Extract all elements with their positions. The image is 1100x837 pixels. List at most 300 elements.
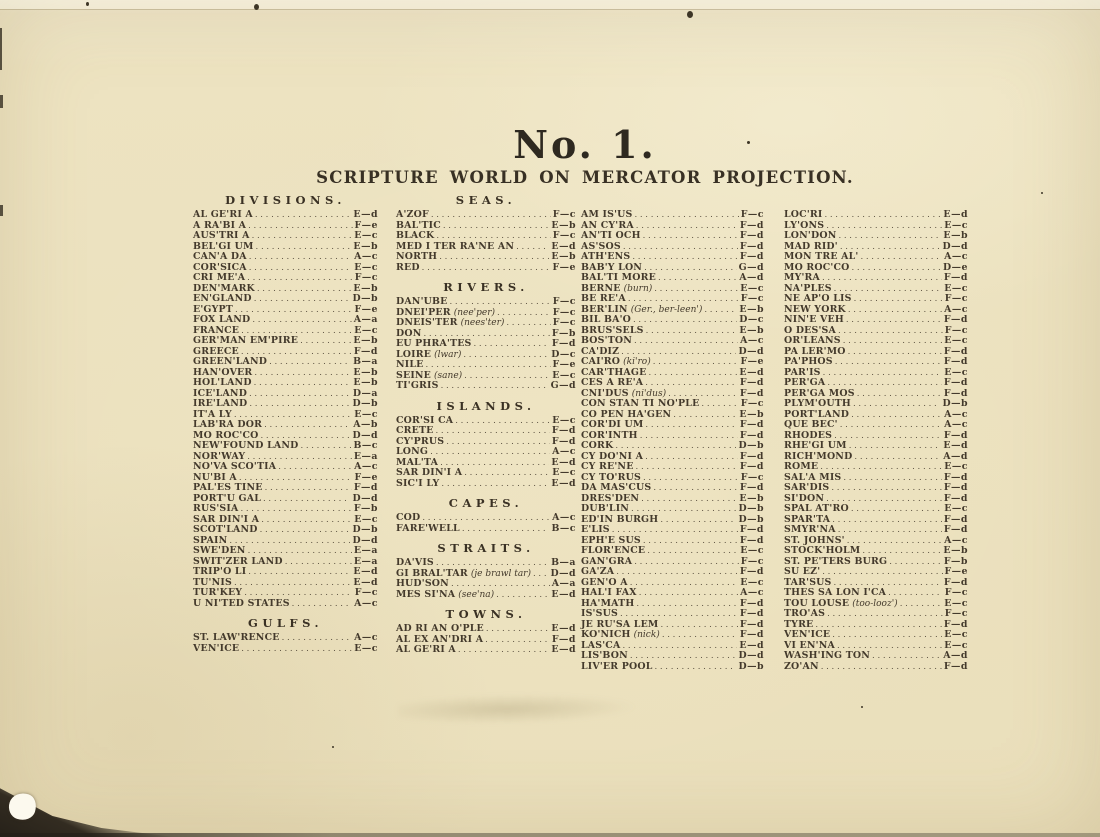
map-reference: F—c	[552, 306, 576, 318]
dotted-leader	[463, 350, 549, 361]
index-entry	[784, 399, 968, 410]
map-reference: A—c	[354, 251, 378, 262]
map-reference: F—d	[353, 482, 378, 493]
dotted-leader	[264, 420, 351, 431]
dotted-leader	[612, 525, 738, 536]
place-name: ATH'ENS	[581, 251, 631, 262]
map-reference: E—b	[551, 251, 576, 262]
place-name: ST. LAW'RENCE	[193, 632, 280, 643]
index-entry	[581, 588, 764, 599]
place-name: FARE'WELL	[396, 522, 460, 534]
place-name: BER'LIN	[581, 303, 628, 315]
place-name: SPAR'TA	[784, 513, 831, 525]
dotted-leader	[630, 651, 737, 662]
map-reference: A—c	[944, 419, 968, 430]
map-reference: F—d	[943, 482, 968, 493]
map-reference: A—d	[943, 450, 968, 462]
index-column-1	[193, 194, 378, 654]
dotted-leader	[621, 347, 736, 358]
place-name: IRE'LAND	[193, 398, 248, 409]
map-reference: A—c	[944, 534, 968, 546]
index-entry	[784, 462, 968, 473]
map-reference: F—d	[739, 608, 764, 619]
index-entry	[581, 567, 764, 578]
dotted-leader	[852, 263, 941, 274]
dotted-leader	[248, 546, 352, 557]
dotted-leader	[640, 431, 738, 442]
map-reference: E—c	[354, 513, 378, 525]
paper-speck	[254, 4, 259, 10]
dotted-leader	[658, 273, 737, 284]
map-reference: F—d	[943, 513, 968, 525]
dotted-leader	[485, 635, 550, 646]
map-reference: B—a	[353, 356, 378, 367]
place-name: CO PEN HA'GEN	[581, 408, 672, 420]
place-name: BERNE	[581, 282, 621, 294]
place-name: ZO'AN	[784, 660, 819, 672]
place-name: CON STAN TI NO'PLE	[581, 398, 700, 409]
dotted-leader	[824, 210, 941, 221]
map-reference: F—d	[739, 230, 764, 241]
section-header: DIVISIONS.	[225, 193, 346, 207]
index-entry	[784, 609, 968, 620]
index-entry	[193, 441, 378, 452]
index-entry	[581, 651, 764, 662]
place-name: NILE	[396, 359, 424, 370]
map-reference: D—d	[352, 534, 378, 546]
index-entry	[396, 360, 576, 371]
index-entry	[193, 252, 378, 263]
place-name: CY TO'RUS	[581, 471, 641, 483]
map-reference: F—d	[739, 618, 764, 630]
place-name: LIS'BON	[581, 650, 628, 661]
dotted-leader	[872, 651, 941, 662]
map-reference: E—d	[551, 623, 576, 634]
dotted-leader	[436, 231, 550, 242]
pronunciation: (je brawl tar)	[470, 568, 532, 579]
map-reference: F—d	[943, 356, 968, 367]
place-name: NOR'WAY	[193, 450, 246, 462]
place-name: A'ZOF	[396, 209, 429, 220]
place-name: AD RI AN O'PLE	[396, 623, 484, 634]
section-header: GULFS.	[248, 616, 323, 630]
place-name: FRANCE	[193, 324, 240, 336]
place-name: PAR'IS	[784, 366, 821, 378]
dotted-leader	[516, 242, 549, 253]
pronunciation: (ki'ro)	[623, 357, 651, 367]
page-title: No. 1.	[513, 122, 657, 167]
map-reference: E—c	[944, 366, 968, 378]
index-entry	[193, 599, 378, 610]
index-entry	[784, 252, 968, 263]
index-entry	[193, 420, 378, 431]
place-name: SAL'A MIS	[784, 471, 842, 483]
index-entry	[396, 381, 576, 392]
map-reference: E—a	[353, 555, 378, 567]
place-name: BRUS'SELS	[581, 324, 644, 336]
index-entry	[581, 378, 764, 389]
index-entry	[581, 525, 764, 536]
dotted-leader	[486, 624, 550, 635]
dotted-leader	[300, 441, 351, 452]
index-entry	[193, 644, 378, 655]
place-name: MAL'TA	[396, 456, 439, 468]
index-entry	[396, 590, 576, 601]
dotted-leader	[292, 599, 352, 610]
map-reference: E—b	[551, 219, 576, 231]
dotted-leader	[823, 368, 943, 379]
paper-speck	[86, 2, 89, 6]
dotted-leader	[645, 378, 738, 389]
dotted-leader	[838, 231, 941, 242]
dotted-leader	[462, 524, 550, 535]
place-name: DA'VIS	[396, 557, 434, 568]
place-name: LAS'CA	[581, 639, 621, 651]
map-reference: A—c	[944, 251, 968, 262]
map-reference: F—c	[740, 471, 764, 483]
place-name: ST. PE'TERS BURG	[784, 555, 888, 567]
map-reference: F—c	[944, 587, 968, 598]
place-name: BEL'GI UM	[193, 240, 254, 252]
dotted-leader	[826, 494, 942, 505]
map-reference: F—c	[552, 317, 576, 328]
dotted-leader	[641, 494, 737, 505]
map-reference: D—d	[738, 650, 764, 661]
page-subtitle: SCRIPTURE WORLD ON MERCATOR PROJECTION.	[316, 168, 854, 187]
map-reference: B—c	[551, 522, 576, 534]
dotted-leader	[853, 399, 940, 410]
dotted-leader	[249, 252, 352, 263]
dotted-leader	[861, 252, 943, 263]
map-reference: A—c	[354, 597, 378, 609]
map-reference: D—d	[352, 429, 378, 441]
dotted-leader	[496, 590, 549, 601]
section-header: TOWNS.	[445, 607, 527, 621]
index-entry	[784, 420, 968, 431]
place-name: COR'SI CA	[396, 414, 454, 426]
dotted-leader	[822, 273, 942, 284]
place-name: PAL'ES TINE	[193, 482, 263, 493]
map-reference: A—c	[552, 512, 576, 523]
map-reference: E—c	[354, 324, 378, 336]
index-entry	[193, 483, 378, 494]
map-reference: E—a	[353, 450, 378, 462]
index-entry	[784, 525, 968, 536]
dotted-leader	[643, 473, 739, 484]
dotted-leader	[633, 315, 737, 326]
map-reference: D—c	[739, 314, 764, 325]
place-name: AL GE'RI A	[193, 209, 253, 220]
pronunciation: (Ger., ber-leen')	[630, 304, 703, 315]
map-reference: E—d	[551, 644, 576, 655]
index-column-4	[784, 194, 968, 672]
dotted-leader	[497, 308, 551, 319]
map-reference: E—b	[739, 303, 764, 315]
place-name: MO ROC'CO	[193, 429, 259, 441]
dotted-leader	[837, 641, 942, 652]
map-reference: D—b	[738, 503, 764, 514]
place-name: O DES'SA	[784, 324, 836, 336]
map-reference: E—d	[353, 576, 378, 588]
place-name: RUS'SIA	[193, 503, 239, 514]
dotted-leader	[832, 630, 942, 641]
map-reference: E—b	[943, 545, 968, 556]
place-name: LONG	[396, 446, 429, 457]
index-entry	[193, 588, 378, 599]
paper-left-edge-mark	[0, 205, 3, 216]
index-entry	[581, 315, 764, 326]
index-entry	[581, 546, 764, 557]
map-reference: F—d	[739, 240, 764, 252]
paper-top-edge	[0, 0, 1100, 9]
place-name: GEN'O A	[581, 576, 628, 588]
dotted-leader	[821, 662, 942, 673]
place-name: CAR'THAGE	[581, 366, 647, 378]
dotted-leader	[254, 294, 351, 305]
dotted-leader	[843, 473, 942, 484]
dotted-leader	[834, 431, 942, 442]
dotted-leader	[668, 389, 738, 400]
dotted-leader	[285, 557, 352, 568]
pronunciation: (sane)	[434, 370, 463, 381]
section-header: ISLANDS.	[436, 398, 536, 413]
dotted-leader	[254, 378, 352, 389]
map-reference: F—d	[739, 219, 764, 231]
place-name: CNI'DUS	[581, 387, 629, 399]
place-name: CY RE'NE	[581, 461, 634, 472]
place-name: GAN'GRA	[581, 555, 633, 567]
dotted-leader	[653, 483, 738, 494]
place-name: MED I TER RA'NE AN	[396, 240, 515, 252]
dotted-leader	[255, 210, 352, 221]
paper-speck	[861, 706, 863, 708]
dotted-leader	[441, 479, 549, 490]
dotted-leader	[248, 567, 351, 578]
index-entry	[193, 399, 378, 410]
index-entry	[396, 624, 576, 635]
map-reference: A—c	[944, 303, 968, 315]
map-reference: D—b	[738, 513, 764, 525]
map-reference: F—d	[739, 429, 764, 441]
index-entry	[784, 294, 968, 305]
map-reference: F—d	[943, 387, 968, 399]
place-name: MO ROC'CO	[784, 261, 850, 273]
place-name: AS'SOS	[581, 240, 621, 252]
dotted-leader	[628, 294, 739, 305]
place-name: SIC'I LY	[396, 477, 440, 489]
index-entry	[784, 630, 968, 641]
map-reference: E—c	[944, 597, 968, 609]
place-name: EU PHRA'TES	[396, 338, 472, 349]
map-reference: F—d	[739, 461, 764, 472]
index-entry	[581, 462, 764, 473]
map-reference: E—b	[353, 377, 378, 388]
index-entry	[581, 336, 764, 347]
place-name: IS'SUS	[581, 608, 618, 619]
dotted-leader	[474, 339, 550, 350]
index-entry	[396, 479, 576, 490]
place-name: PA LER'MO	[784, 345, 846, 357]
place-name: ST. JOHNS'	[784, 534, 845, 546]
map-reference: G—d	[550, 380, 576, 391]
index-entry	[784, 273, 968, 284]
map-reference: G—d	[738, 261, 764, 273]
place-name: FLOR'ENCE	[581, 545, 646, 556]
index-entry	[396, 558, 576, 569]
place-name: PA'PHOS	[784, 356, 833, 367]
index-entry	[784, 210, 968, 221]
place-name: GI BRAL'TAR	[396, 567, 468, 579]
pronunciation: (burn)	[623, 283, 653, 294]
map-reference: F—d	[943, 524, 968, 535]
place-name: COR'DI UM	[581, 419, 644, 430]
pronunciation: (nee'per)	[453, 307, 496, 318]
dotted-leader	[431, 210, 551, 221]
place-name: BLACK	[396, 230, 435, 241]
map-reference: E—d	[353, 209, 378, 220]
map-reference: E—d	[551, 456, 576, 468]
place-name: AN'TI OCH	[581, 230, 641, 241]
map-reference: E—a	[353, 545, 378, 556]
map-reference: F—e	[354, 303, 378, 315]
index-entry	[193, 525, 378, 536]
map-reference: D—b	[352, 293, 378, 304]
map-reference: F—d	[943, 345, 968, 357]
place-name: THES SA LON I'CA	[784, 587, 887, 598]
dotted-leader	[648, 368, 737, 379]
dotted-leader	[451, 579, 550, 590]
place-name: COR'SICA	[193, 261, 247, 273]
place-name: ROME	[784, 461, 819, 472]
map-reference: F—d	[551, 338, 576, 349]
paper-speck	[332, 746, 334, 748]
index-entry	[784, 441, 968, 452]
index-entry	[193, 357, 378, 368]
index-entry	[581, 210, 764, 221]
place-name: SAR DIN'I A	[396, 467, 463, 478]
place-name: SCOT'LAND	[193, 524, 258, 535]
map-reference: F—c	[740, 398, 764, 409]
dotted-leader	[635, 210, 739, 221]
place-name: NIN'E VEH	[784, 314, 844, 325]
place-name: PORT'U GAL	[193, 492, 262, 504]
map-reference: F—c	[944, 324, 968, 336]
map-reference: F—e	[552, 359, 576, 370]
map-reference: F—c	[944, 293, 968, 304]
dotted-leader	[458, 645, 550, 656]
index-entry	[396, 252, 576, 263]
place-name: VEN'ICE	[784, 629, 831, 640]
place-name: SEINE	[396, 369, 432, 381]
dotted-leader	[256, 242, 352, 253]
place-name: MON TRE AL'	[784, 251, 859, 262]
place-name: CRETE	[396, 425, 434, 436]
map-reference: A—b	[353, 419, 378, 430]
place-name: VEN'ICE	[193, 642, 240, 654]
map-reference: D—d	[942, 240, 968, 252]
map-reference: E—c	[944, 629, 968, 640]
dotted-leader	[660, 515, 736, 526]
place-name: LON'DON	[784, 230, 837, 241]
place-name: AN CY'RA	[581, 219, 634, 231]
index-entry	[193, 294, 378, 305]
pronunciation: (ni'dus)	[631, 388, 667, 399]
dotted-leader	[423, 329, 549, 340]
index-entry	[396, 579, 576, 590]
map-reference: E—d	[943, 440, 968, 451]
map-reference: F—d	[551, 435, 576, 447]
place-name: LY'ONS	[784, 219, 825, 231]
map-reference: F—b	[551, 327, 576, 339]
index-entry	[784, 662, 968, 673]
place-name: AM IS'US	[581, 209, 633, 220]
pronunciation: (see'na)	[458, 589, 495, 600]
map-reference: E—c	[740, 576, 764, 588]
map-reference: A—c	[354, 632, 378, 643]
map-reference: E—c	[552, 467, 576, 478]
dotted-leader	[257, 284, 352, 295]
place-name: NEW'FOUND LAND	[193, 440, 299, 451]
place-name: NE AP'O LIS	[784, 293, 852, 304]
dotted-leader	[636, 462, 738, 473]
place-name: A RA'BI A	[193, 219, 247, 231]
index-entry	[396, 447, 576, 458]
index-entry	[581, 483, 764, 494]
map-reference: F—d	[739, 387, 764, 399]
index-column-2	[396, 194, 576, 656]
dotted-leader	[247, 273, 353, 284]
dotted-leader	[239, 473, 353, 484]
place-name: AL GE'RI A	[396, 644, 456, 655]
dotted-leader	[822, 567, 942, 578]
paper-top-edge-line	[0, 9, 1100, 10]
dotted-leader	[838, 326, 943, 337]
place-name: TYRE	[784, 618, 814, 630]
map-reference: D—d	[352, 492, 378, 504]
place-name: CY DO'NI A	[581, 450, 644, 462]
dotted-leader	[815, 620, 942, 631]
dotted-leader	[851, 410, 942, 421]
map-reference: E—c	[944, 335, 968, 346]
place-name: TRO'AS	[784, 608, 826, 619]
map-reference: E—c	[740, 282, 764, 294]
place-name: HA'MATH	[581, 597, 635, 609]
map-reference: D—d	[738, 345, 764, 357]
dotted-leader	[847, 536, 942, 547]
dotted-leader	[630, 578, 739, 589]
place-name: E'GYPT	[193, 303, 233, 315]
place-name: HOL'LAND	[193, 377, 252, 388]
dotted-leader	[704, 305, 737, 316]
dotted-leader	[889, 557, 942, 568]
place-name: DNEIS'TER	[396, 317, 458, 328]
map-reference: F—e	[354, 219, 378, 231]
map-reference: E—c	[354, 642, 378, 654]
place-name: SAR'DIS	[784, 482, 830, 493]
place-name: LAB'RA DOR	[193, 419, 263, 430]
map-reference: D—b	[738, 660, 764, 672]
dotted-leader	[422, 263, 551, 274]
dotted-leader	[701, 399, 738, 410]
place-name: RHE'GI UM	[784, 440, 847, 451]
map-reference: F—d	[943, 429, 968, 441]
dotted-leader	[244, 588, 353, 599]
map-reference: E—b	[943, 230, 968, 241]
place-name: SWE'DEN	[193, 545, 246, 556]
map-reference: F—c	[552, 230, 576, 241]
paper-speck	[687, 11, 693, 18]
map-reference: E—d	[551, 240, 576, 252]
